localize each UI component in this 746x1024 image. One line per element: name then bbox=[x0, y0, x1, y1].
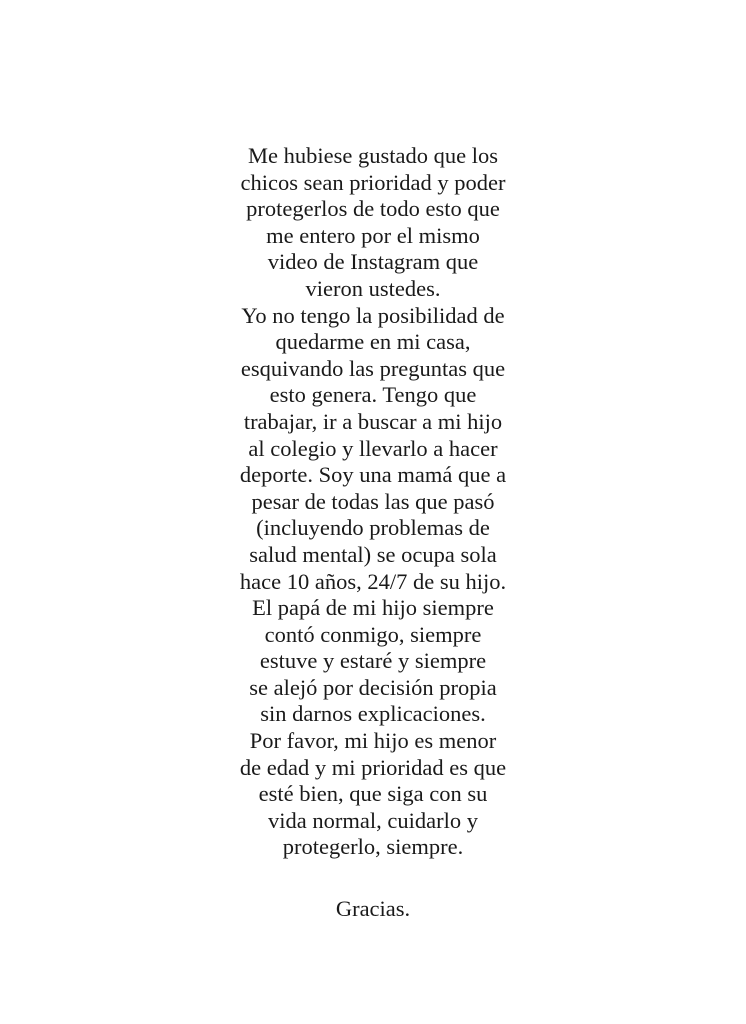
story-line: vieron ustedes. bbox=[305, 275, 441, 301]
story-line: chicos sean prioridad y poder bbox=[240, 169, 506, 195]
story-line: Yo no tengo la posibilidad de bbox=[241, 302, 505, 328]
story-line: al colegio y llevarlo a hacer bbox=[248, 435, 498, 461]
story-line: se alejó por decisión propia bbox=[249, 674, 497, 700]
story-line: contó conmigo, siempre bbox=[264, 621, 482, 647]
story-line: video de Instagram que bbox=[267, 249, 479, 275]
story-line: protegerlos de todo esto que bbox=[246, 196, 500, 222]
story-line: sin darnos explicaciones. bbox=[260, 701, 486, 727]
story-line: El papá de mi hijo siempre bbox=[252, 595, 494, 621]
story-line: salud mental) se ocupa sola bbox=[249, 541, 497, 567]
story-text-block bbox=[0, 143, 746, 861]
story-line: me entero por el mismo bbox=[266, 222, 480, 248]
story-line: esté bien, que siga con su bbox=[258, 781, 488, 807]
story-line: Me hubiese gustado que los bbox=[248, 143, 498, 168]
story-line: esto genera. Tengo que bbox=[269, 382, 477, 408]
story-line: (incluyendo problemas de bbox=[256, 515, 490, 541]
story-line: vida normal, cuidarlo y bbox=[268, 807, 478, 833]
signoff-text: Gracias. bbox=[335, 896, 411, 921]
story-line: estuve y estaré y siempre bbox=[259, 648, 487, 674]
story-line: quedarme en mi casa, bbox=[275, 329, 471, 355]
story-line: de edad y mi prioridad es que bbox=[239, 754, 507, 780]
story-line: Por favor, mi hijo es menor bbox=[249, 728, 497, 754]
story-line: trabajar, ir a buscar a mi hijo bbox=[243, 408, 503, 434]
story-line: deporte. Soy una mamá que a bbox=[239, 462, 507, 488]
story-line: esquivando las preguntas que bbox=[240, 355, 506, 381]
story-line: hace 10 años, 24/7 de su hijo. bbox=[239, 568, 507, 594]
story-line: pesar de todas las que pasó bbox=[251, 488, 495, 514]
story-line: protegerlo, siempre. bbox=[282, 834, 464, 860]
